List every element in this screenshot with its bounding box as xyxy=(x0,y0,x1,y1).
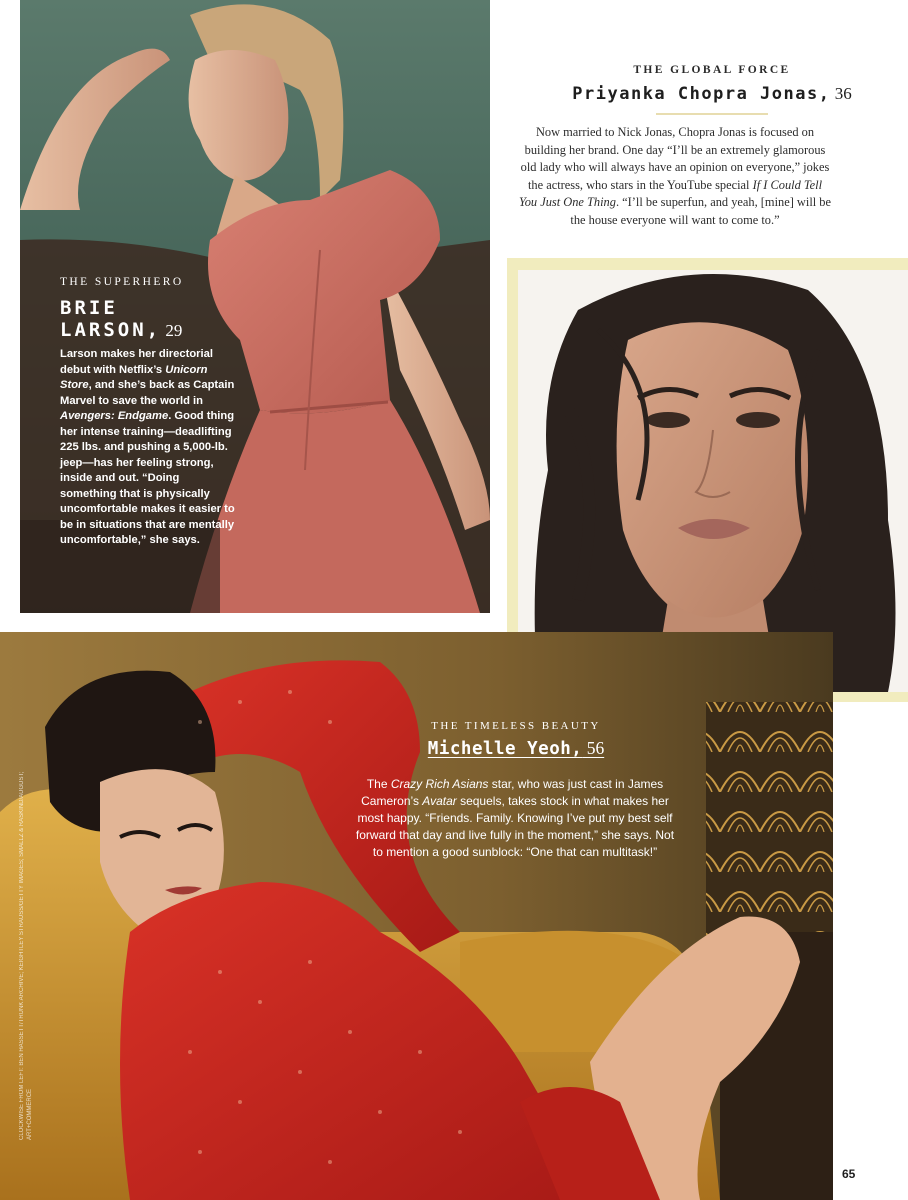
brie-name-heading xyxy=(60,297,182,342)
michelle-name: Michelle Yeoh, xyxy=(427,739,583,759)
text-run: . Good thing her intense training—deadlifting 225 lbs. and pushing a 5,000-lb. jeep—has her feeling strong, inside and out. “Doing something that is physically uncomfortable makes it easier to be in situations that are mentally uncomfortable,” she says. xyxy=(60,410,235,546)
brie-age: 29 xyxy=(161,321,183,340)
brie-name-line1: BRIE xyxy=(60,297,118,319)
text-run: Avatar xyxy=(422,794,457,808)
photo-michelle-yeoh xyxy=(0,632,833,1200)
text-run: Now married to Nick Jonas, Chopra Jonas is focused on building her brand. One day “I’ll be an extremely glamorous old lady who will always have an opinion on everyone,” jokes the actress, who stars in the YouTube special xyxy=(520,125,830,192)
michelle-kicker: THE TIMELESS BEAUTY xyxy=(431,720,601,732)
brie-body-text xyxy=(60,347,238,549)
text-run: star, who was just cast in James Cameron’s xyxy=(361,777,664,808)
priyanka-age: 36 xyxy=(830,84,852,103)
text-run: . “I’ll be superfun, and yeah, [mine] will be the house everyone will want to come to.” xyxy=(570,195,831,227)
photo-priyanka-chopra-jonas xyxy=(518,270,908,692)
text-run: , and she’s back as Captain Marvel to save the world in xyxy=(60,379,235,407)
text-run: Crazy Rich Asians xyxy=(390,777,489,791)
michelle-age: 56 xyxy=(582,738,605,758)
page-number: 65 xyxy=(842,1167,856,1181)
text-run: The xyxy=(366,777,391,791)
text-run: Unicorn Store xyxy=(60,363,208,391)
text-run: Larson makes her directorial debut with Netflix’s xyxy=(60,348,213,376)
priyanka-name-heading xyxy=(517,84,907,104)
priyanka-body-text xyxy=(518,124,832,230)
heading-divider xyxy=(656,113,768,115)
michelle-name-heading xyxy=(396,738,636,759)
brie-name-line2: LARSON, xyxy=(60,319,162,341)
priyanka-name: Priyanka Chopra Jonas, xyxy=(572,84,831,104)
text-run: sequels, takes stock in what makes her most happy. “Friends. Family. Knowing I’ve put my best self forward that day and live fully in the moment,” she says. Not to mention a good sunblock: “One that can multitask!” xyxy=(355,794,675,859)
text-run: If I Could Tell You Just One Thing xyxy=(518,177,823,210)
photo-credits: CLOCKWISE FROM LEFT: BEN HASSETT/TRUNK ARCHIVE; KEIGHTLEY STRAUSS/GETTY IMAGES; SMALLZ & RASKIND/AUGUST; ART+COMMERCE xyxy=(19,771,33,1140)
brie-kicker: THE SUPERHERO xyxy=(60,276,184,288)
priyanka-kicker: THE GLOBAL FORCE xyxy=(633,64,791,76)
text-run: Avengers: Endgame xyxy=(60,410,169,422)
michelle-body-text xyxy=(350,776,680,861)
